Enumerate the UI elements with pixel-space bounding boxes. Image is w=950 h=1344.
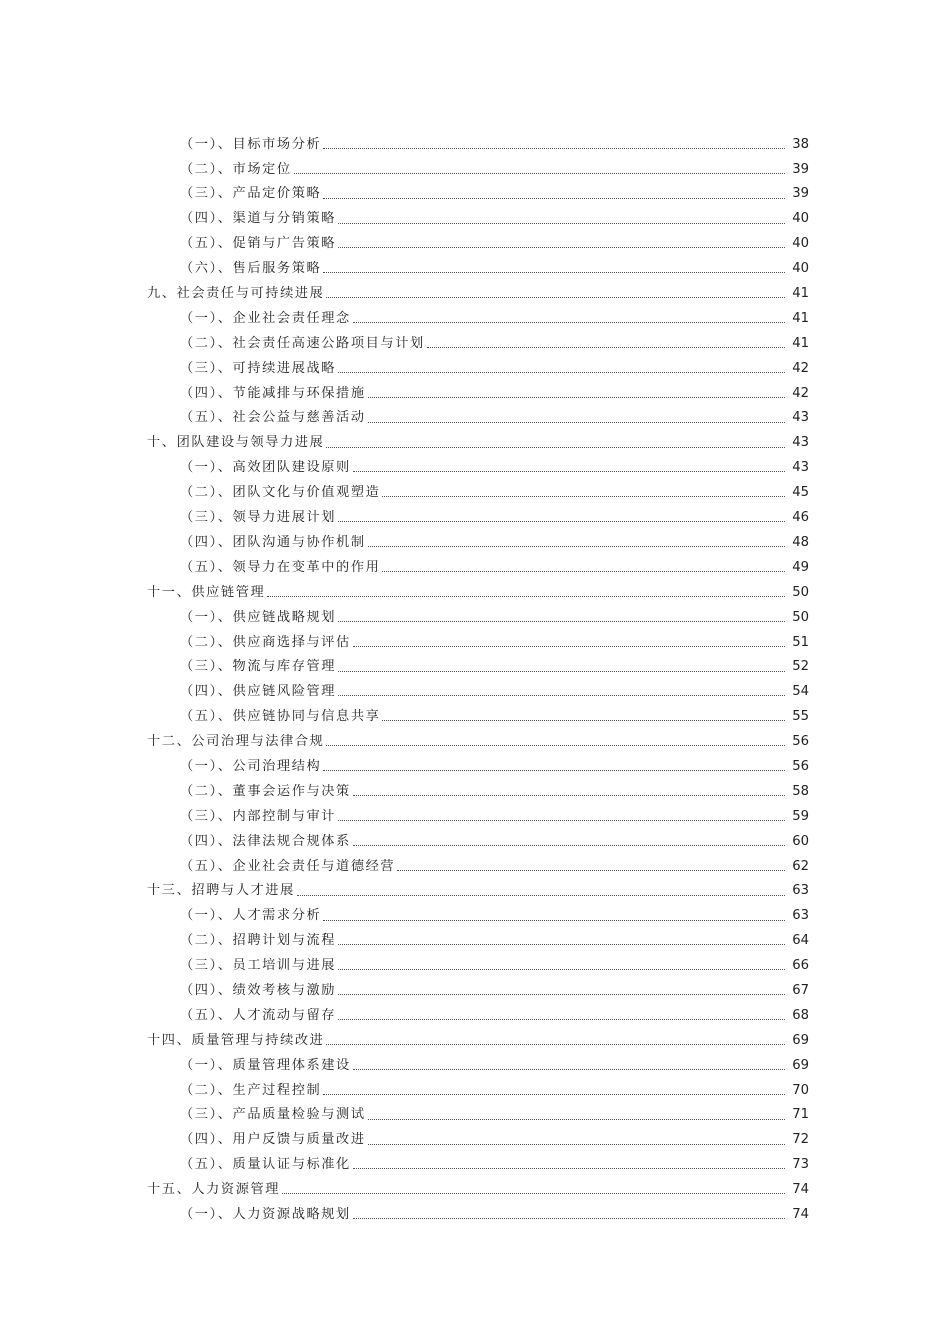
toc-page-number: 40 [792,211,809,227]
toc-section-entry[interactable] [0,450,950,475]
toc-page-number: 58 [792,783,809,799]
toc-entry-title: （一）、企业社会责任理念 [180,310,351,326]
toc-section-entry[interactable] [0,848,950,873]
toc-page-number: 56 [792,734,809,750]
toc-entry-title: （三）、物流与库存管理 [180,659,337,675]
toc-entry-title: （三）、员工培训与进展 [180,958,337,974]
toc-dot-leader [282,1193,785,1194]
toc-section-entry[interactable] [0,176,950,201]
toc-entry-title: （五）、质量认证与标准化 [180,1157,351,1173]
toc-page-number: 64 [792,933,809,949]
toc-dot-leader [368,1119,785,1120]
toc-section-entry[interactable] [0,624,950,649]
toc-section-entry[interactable] [0,1097,950,1122]
toc-dot-leader [353,471,785,472]
toc-page-number: 42 [792,360,809,376]
toc-entry-title: （二）、董事会运作与决策 [180,783,351,799]
toc-entry-title: （一）、供应链战略规划 [180,609,337,625]
toc-entry-title: （一）、质量管理体系建设 [180,1057,351,1073]
toc-section-entry[interactable] [0,947,950,972]
toc-entry-title: （四）、渠道与分销策略 [180,211,337,227]
toc-page-number: 41 [792,335,809,351]
toc-dot-leader [267,596,785,597]
toc-dot-leader [338,621,785,622]
toc-page-number: 43 [792,410,809,426]
toc-page-number: 38 [792,136,809,152]
toc-page-number: 62 [792,858,809,874]
toc-dot-leader [427,347,785,348]
toc-dot-leader [353,845,785,846]
toc-section-entry[interactable] [0,549,950,574]
toc-dot-leader [338,944,785,945]
toc-section-entry[interactable] [0,350,950,375]
toc-dot-leader [353,795,785,796]
toc-entry-title: 十、团队建设与领导力进展 [147,435,325,451]
toc-entry-title: （三）、领导力进展计划 [180,510,337,526]
toc-section-entry[interactable] [0,972,950,997]
toc-entry-title: （四）、节能减排与环保措施 [180,385,366,401]
toc-page-number: 51 [792,634,809,650]
toc-dot-leader [397,870,785,871]
toc-page-number: 66 [792,958,809,974]
toc-section-entry[interactable] [0,1047,950,1072]
toc-section-entry[interactable] [0,997,950,1022]
toc-chapter-entry[interactable] [0,1171,950,1196]
toc-page-number: 41 [792,286,809,302]
toc-section-entry[interactable] [0,250,950,275]
toc-section-entry[interactable] [0,798,950,823]
toc-section-entry[interactable] [0,474,950,499]
toc-entry-title: 十二、公司治理与法律合规 [147,734,325,750]
toc-section-entry[interactable] [0,748,950,773]
toc-entry-title: （五）、领导力在变革中的作用 [180,559,381,575]
toc-dot-leader [353,1168,785,1169]
toc-entry-title: 十一、供应链管理 [147,584,266,600]
toc-entry-title: （二）、供应商选择与评估 [180,634,351,650]
toc-page-number: 55 [792,709,809,725]
toc-section-entry[interactable] [0,898,950,923]
toc-page-number: 52 [792,659,809,675]
toc-page-number: 41 [792,310,809,326]
toc-dot-leader [323,920,785,921]
toc-page-number: 50 [792,584,809,600]
toc-page-number: 40 [792,236,809,252]
toc-page-number: 68 [792,1007,809,1023]
toc-section-entry[interactable] [0,499,950,524]
toc-page-number: 69 [792,1057,809,1073]
toc-page-number: 70 [792,1082,809,1098]
toc-dot-leader [353,322,785,323]
toc-section-entry[interactable] [0,151,950,176]
toc-entry-title: （三）、内部控制与审计 [180,808,337,824]
toc-dot-leader [353,1218,785,1219]
toc-chapter-entry[interactable] [0,574,950,599]
toc-entry-title: （二）、市场定位 [180,161,292,177]
toc-dot-leader [297,895,785,896]
toc-chapter-entry[interactable] [0,275,950,300]
toc-entry-title: （五）、人才流动与留存 [180,1007,337,1023]
toc-entry-title: （三）、可持续进展战略 [180,360,337,376]
toc-dot-leader [326,1044,785,1045]
toc-page-number: 60 [792,833,809,849]
toc-entry-title: （四）、供应链风险管理 [180,684,337,700]
toc-page-number: 54 [792,684,809,700]
toc-dot-leader [326,745,785,746]
toc-page-number: 46 [792,510,809,526]
toc-dot-leader [353,646,785,647]
toc-page-number: 63 [792,908,809,924]
toc-entry-title: （四）、团队沟通与协作机制 [180,534,366,550]
toc-entry-title: 九、社会责任与可持续进展 [147,286,325,302]
toc-section-entry[interactable] [0,1196,950,1221]
toc-dot-leader [323,272,785,273]
toc-entry-title: （四）、绩效考核与激励 [180,982,337,998]
toc-page-number: 49 [792,559,809,575]
toc-page-number: 43 [792,460,809,476]
toc-section-entry[interactable] [0,1122,950,1147]
toc-section-entry[interactable] [0,375,950,400]
toc-page-number: 59 [792,808,809,824]
toc-entry-title: 十五、人力资源管理 [147,1182,281,1198]
toc-page-number: 74 [792,1182,809,1198]
toc-chapter-entry[interactable] [0,425,950,450]
toc-section-entry[interactable] [0,126,950,151]
toc-dot-leader [368,397,785,398]
toc-dot-leader [368,1144,785,1145]
toc-entry-title: （二）、招聘计划与流程 [180,933,337,949]
toc-entry-title: （六）、售后服务策略 [180,261,322,277]
toc-entry-title: （二）、生产过程控制 [180,1082,322,1098]
toc-entry-title: 十三、招聘与人才进展 [147,883,295,899]
toc-entry-title: 十四、质量管理与持续改进 [147,1032,325,1048]
toc-dot-leader [368,546,785,547]
toc-dot-leader [323,198,785,199]
toc-dot-leader [338,223,785,224]
toc-dot-leader [326,447,785,448]
toc-page-number: 73 [792,1157,809,1173]
toc-page-number: 39 [792,161,809,177]
toc-entry-title: （五）、促销与广告策略 [180,236,337,252]
toc-dot-leader [323,148,785,149]
toc-dot-leader [294,173,785,174]
toc-page-number: 45 [792,485,809,501]
toc-chapter-entry[interactable] [0,723,950,748]
toc-dot-leader [353,1069,785,1070]
toc-dot-leader [338,969,785,970]
toc-section-entry[interactable] [0,823,950,848]
toc-page-number: 69 [792,1032,809,1048]
toc-page-number: 39 [792,186,809,202]
toc-dot-leader [326,297,785,298]
toc-section-entry[interactable] [0,674,950,699]
toc-dot-leader [338,994,785,995]
toc-chapter-entry[interactable] [0,1022,950,1047]
toc-entry-title: （四）、法律法规合规体系 [180,833,351,849]
toc-entry-title: （一）、高效团队建设原则 [180,460,351,476]
toc-section-entry[interactable] [0,325,950,350]
toc-entry-title: （五）、社会公益与慈善活动 [180,410,366,426]
table-of-contents [0,126,950,1221]
toc-section-entry[interactable] [0,300,950,325]
toc-dot-leader [382,720,785,721]
toc-entry-title: （二）、社会责任高速公路项目与计划 [180,335,425,351]
toc-dot-leader [338,671,785,672]
toc-entry-title: （二）、团队文化与价值观塑造 [180,485,381,501]
toc-section-entry[interactable] [0,226,950,251]
toc-dot-leader [338,695,785,696]
toc-section-entry[interactable] [0,400,950,425]
toc-page-number: 48 [792,534,809,550]
toc-section-entry[interactable] [0,649,950,674]
toc-entry-title: （四）、用户反馈与质量改进 [180,1132,366,1148]
toc-entry-title: （三）、产品质量检验与测试 [180,1107,366,1123]
toc-chapter-entry[interactable] [0,873,950,898]
toc-dot-leader [338,247,785,248]
toc-entry-title: （三）、产品定价策略 [180,186,322,202]
toc-page-number: 63 [792,883,809,899]
toc-section-entry[interactable] [0,923,950,948]
toc-entry-title: （一）、目标市场分析 [180,136,322,152]
toc-section-entry[interactable] [0,1072,950,1097]
toc-dot-leader [323,770,785,771]
toc-dot-leader [338,1019,785,1020]
toc-page-number: 71 [792,1107,809,1123]
toc-page-number: 74 [792,1206,809,1222]
toc-dot-leader [382,571,785,572]
toc-entry-title: （五）、企业社会责任与道德经营 [180,858,396,874]
toc-dot-leader [338,372,785,373]
toc-page-number: 72 [792,1132,809,1148]
toc-page-number: 50 [792,609,809,625]
toc-entry-title: （一）、人才需求分析 [180,908,322,924]
toc-dot-leader [323,1094,785,1095]
toc-section-entry[interactable] [0,773,950,798]
toc-page-number: 42 [792,385,809,401]
toc-section-entry[interactable] [0,1147,950,1172]
toc-entry-title: （一）、公司治理结构 [180,758,322,774]
toc-page-number: 40 [792,261,809,277]
toc-section-entry[interactable] [0,698,950,723]
toc-dot-leader [368,422,785,423]
toc-dot-leader [382,496,785,497]
toc-dot-leader [338,820,785,821]
toc-section-entry[interactable] [0,599,950,624]
toc-section-entry[interactable] [0,524,950,549]
toc-page-number: 43 [792,435,809,451]
toc-section-entry[interactable] [0,201,950,226]
toc-dot-leader [338,521,785,522]
toc-page-number: 67 [792,982,809,998]
toc-entry-title: （五）、供应链协同与信息共享 [180,709,381,725]
toc-page-number: 56 [792,758,809,774]
toc-entry-title: （一）、人力资源战略规划 [180,1206,351,1222]
